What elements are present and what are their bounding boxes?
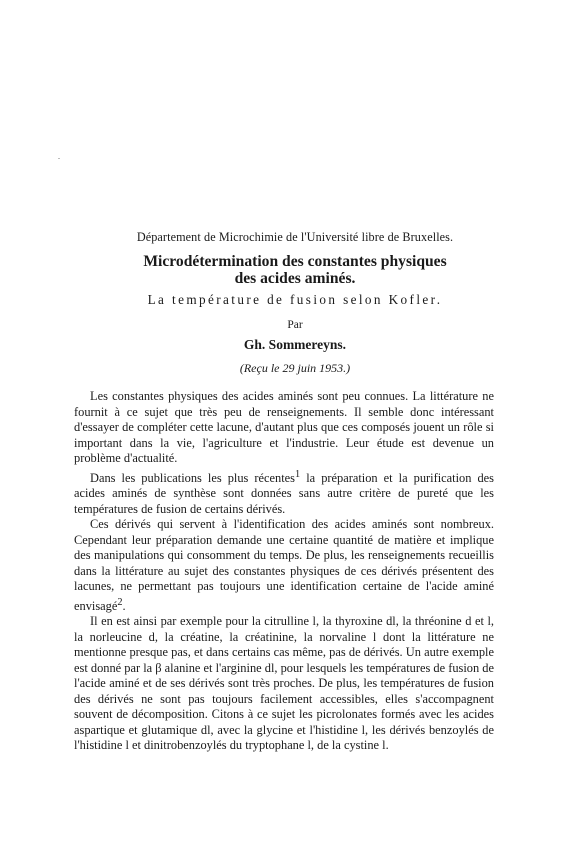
paragraph-2 — [74, 467, 494, 518]
affiliation: Département de Microchimie de l'Université libre de Bruxelles. — [136, 230, 454, 244]
by-label: Par — [287, 319, 303, 331]
paragraph-text: Il en est ainsi par exemple pour la citrulline l, la thyroxine dl, la thréonine d et l, la norleucine d, la créatine, la créatinine, la norvaline l dont la littérature ne mentionne presque pas, et dans certains cas même, pas de dérivés. Un autre exemple est donné par la β alanine et l'arginine dl, pour lesquels les températures de fusion de l'acide aminé et de ses dérivés sont très proches. De plus, les températures de fusion des dérivés ne sont pas toujours facilement accessibles, elles s'accompagnent souvent de décomposition. Citons à ce sujet les picrolonates formés avec les acides aspartique et glutamique dl, avec la glycine et l'histidine l, les dérivés benzoylés de l'histidine l et dinitrobenzoylés du tryptophane l, de la cystine l. — [74, 614, 494, 753]
footnote-ref: 1 — [295, 468, 301, 480]
scan-mark — [58, 158, 60, 159]
article-body — [74, 389, 494, 754]
paragraph-text: Dans les publications les plus récentes — [90, 470, 296, 485]
author-name: Gh. Sommereyns. — [243, 337, 347, 352]
article-title — [60, 253, 530, 287]
footnote-ref: 2 — [117, 596, 123, 608]
paragraph-3 — [74, 517, 494, 614]
received-date: (Reçu le 29 juin 1953.) — [239, 361, 351, 375]
paragraph-1 — [74, 389, 494, 467]
paragraph-text: . — [122, 598, 126, 613]
article-subtitle: La température de fusion selon Kofler. — [147, 292, 443, 307]
paragraph-text: Ces dérivés qui servent à l'identification des acides aminés sont nombreux. Cependant leur préparation demande une certaine quantité de matière et implique des manipulations qui consomment du temps. De plus, les renseignements recueillis dans la littérature au sujet des constantes physiques de ces dérivés présentent des lacunes, ne permettant pas toujours une identification certaine de l'acide aminé envisagé — [74, 517, 494, 613]
paragraph-4 — [74, 614, 494, 754]
title-line-1: Microdétermination des constantes physiques — [143, 253, 447, 270]
title-line-2: des acides aminés. — [234, 270, 356, 287]
paragraph-text: la préparation et la purification des acides aminés de synthèse sont données sans autre critère de pureté que les températures de fusion de certains dérivés. — [74, 470, 494, 516]
paragraph-text: Les constantes physiques des acides aminés sont peu connues. La littérature ne fournit à ce sujet que très peu de renseignements. Il semble donc intéressant d'essayer de compléter cette lacune, d'autant plus que ces composés jouent un rôle si important dans la vie, l'agriculture et l'industrie. Leur étude est devenue un problème d'actualité. — [74, 389, 494, 465]
